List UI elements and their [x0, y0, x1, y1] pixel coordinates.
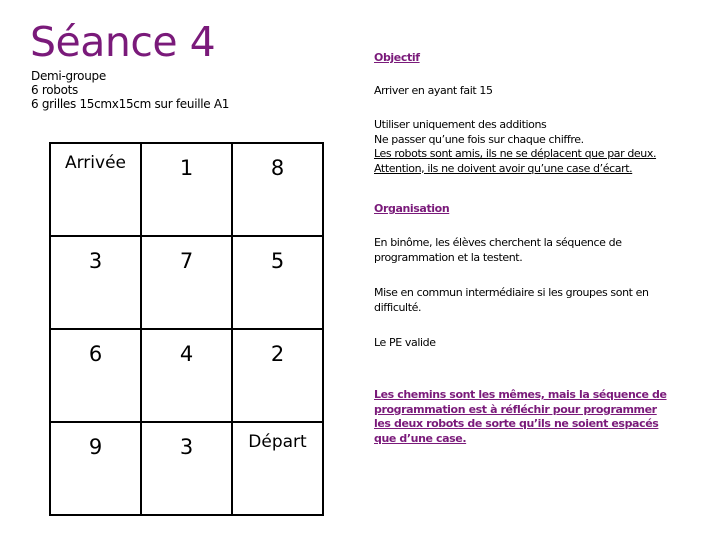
grid-cell	[232, 143, 323, 236]
grid-row	[50, 329, 323, 422]
grid-cell	[232, 236, 323, 329]
grid-cell	[141, 143, 232, 236]
info-line: 6 robots	[31, 83, 78, 97]
rule-line: Utiliser uniquement des additions	[374, 118, 547, 131]
cell-value: 4	[179, 342, 194, 366]
grid-cell-departure	[232, 422, 323, 515]
cell-value: 1	[179, 156, 194, 180]
section-heading: Objectif	[374, 51, 420, 64]
objectif-goal: Arriver en ayant fait 15	[374, 84, 493, 97]
grid-cell	[50, 329, 141, 422]
grid-row	[50, 422, 323, 515]
grid-row	[50, 143, 323, 236]
rule-line: Ne passer qu’une fois sur chaque chiffre.	[374, 132, 584, 146]
objectif-rules	[374, 118, 714, 176]
organisation-step: Le PE valide	[374, 336, 436, 349]
grid-cell	[141, 236, 232, 329]
cell-value: 2	[270, 342, 285, 366]
rule-line: Les robots sont amis, ils ne se déplacent que par deux.	[374, 147, 657, 160]
grid-cell	[141, 422, 232, 515]
organisation-step: En binôme, les élèves cherchent la séquence de programmation et la testent.	[374, 236, 622, 264]
grid-cell	[50, 236, 141, 329]
organisation-heading	[374, 202, 449, 217]
section-heading: Organisation	[374, 202, 450, 215]
session-info	[31, 69, 229, 111]
cell-value: 5	[270, 249, 285, 273]
organisation-step: Mise en commun intermédiaire si les groupes sont en difficulté.	[374, 286, 649, 314]
objectif-heading	[374, 51, 420, 66]
grid-row	[50, 236, 323, 329]
rule-line: Attention, ils ne doivent avoir qu’une case d’écart.	[374, 161, 633, 175]
info-line: 6 grilles 15cmx15cm sur feuille A1	[31, 97, 230, 111]
grid-cell	[232, 329, 323, 422]
grid-cell	[50, 422, 141, 515]
cell-value: 7	[179, 249, 194, 273]
cell-value: 6	[88, 342, 103, 366]
cell-value: 3	[179, 435, 194, 459]
info-line: Demi-groupe	[31, 69, 106, 83]
grid-cell	[141, 329, 232, 422]
page-title: Séance 4	[30, 18, 216, 66]
grid-cell-arrival	[50, 143, 141, 236]
number-grid	[49, 142, 324, 516]
cell-value: 8	[270, 156, 285, 180]
cell-value: 9	[88, 435, 103, 459]
cell-label: Arrivée	[64, 153, 126, 173]
organisation-note: Les chemins sont les mêmes, mais la séquence de programmation est à réfléchir pour programmer les deux robots de sorte qu’ils ne soient espacés que d’une case.	[374, 388, 667, 445]
cell-label: Départ	[248, 432, 307, 452]
cell-value: 3	[88, 249, 103, 273]
